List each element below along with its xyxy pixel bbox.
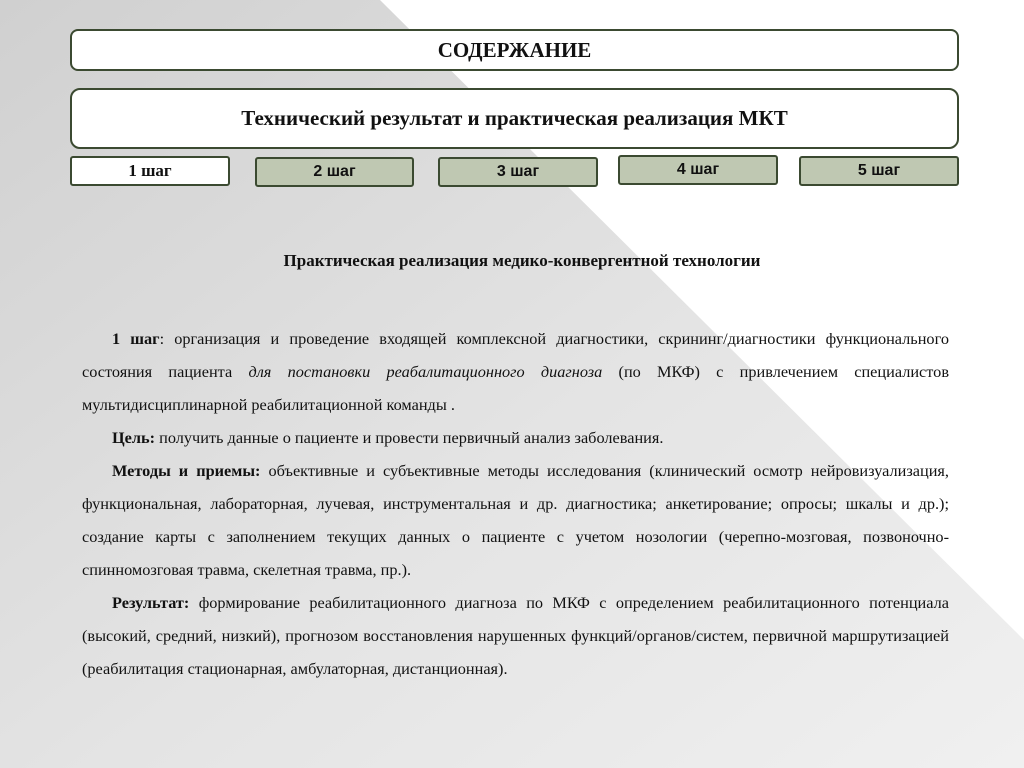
result-paragraph: [82, 586, 949, 685]
step-5-button[interactable]: [799, 156, 959, 186]
section-title: Технический результат и практическая реализация МКТ: [241, 106, 788, 130]
content-heading: Практическая реализация медико-конвергентной технологии: [283, 251, 761, 270]
step-2-label: 2 шаг: [313, 163, 356, 180]
step-4-label: 4 шаг: [676, 161, 720, 178]
methods-paragraph: [82, 454, 949, 586]
step-intro-italic: для постановки реабалитационного диагноза: [248, 362, 603, 381]
result-label: Результат:: [112, 593, 190, 612]
goal-paragraph: [82, 421, 949, 454]
methods-text: объективные и субъективные методы исследования (клинический осмотр нейровизуализация, функциональная, лабораторная, лучевая, инструментальная и др. диагностика; анкетирование; опросы; шкалы и др.); создание карты с заполнением текущих данных о пациенте с учетом нозологии (черепно-мозговая, позвоночно-спинномозговая травма, скелетная травма, пр.).: [82, 461, 949, 579]
step-intro-paragraph: [82, 322, 949, 421]
step-intro-text-a: : организация и проведение входящей комплексной диагностики, скрининг/диагностики функционального состояния пациента: [82, 329, 949, 381]
step-3-label: 3 шаг: [496, 163, 540, 180]
step-2-button[interactable]: [255, 157, 414, 187]
goal-text: получить данные о пациенте и провести первичный анализ заболевания.: [155, 428, 664, 447]
methods-label: Методы и приемы:: [112, 461, 261, 480]
goal-label: Цель:: [112, 428, 156, 447]
step-3-button[interactable]: [438, 157, 598, 187]
contents-title: СОДЕРЖАНИЕ: [437, 38, 592, 62]
result-text: формирование реабилитационного диагноза по МКФ с определением реабилитационного потенциала (высокий, средний, низкий), прогнозом восстановления нарушенных функций/органов/систем, первичной маршрутизацией (реабилитация стационарная, амбулаторная, дистанционная).: [82, 593, 949, 678]
contents-title-box: [70, 29, 959, 71]
step-5-label: 5 шаг: [857, 162, 901, 179]
step-intro-label: 1 шаг: [112, 329, 160, 348]
step-1-button[interactable]: [70, 156, 230, 186]
step-intro-text-b: (по МКФ) с привлечением специалистов мультидисциплинарной реабилитационной команды .: [82, 362, 949, 414]
step-1-label: 1 шаг: [128, 161, 172, 180]
section-title-box: [70, 88, 959, 149]
content-body: [82, 322, 949, 685]
step-4-button[interactable]: [618, 155, 778, 185]
